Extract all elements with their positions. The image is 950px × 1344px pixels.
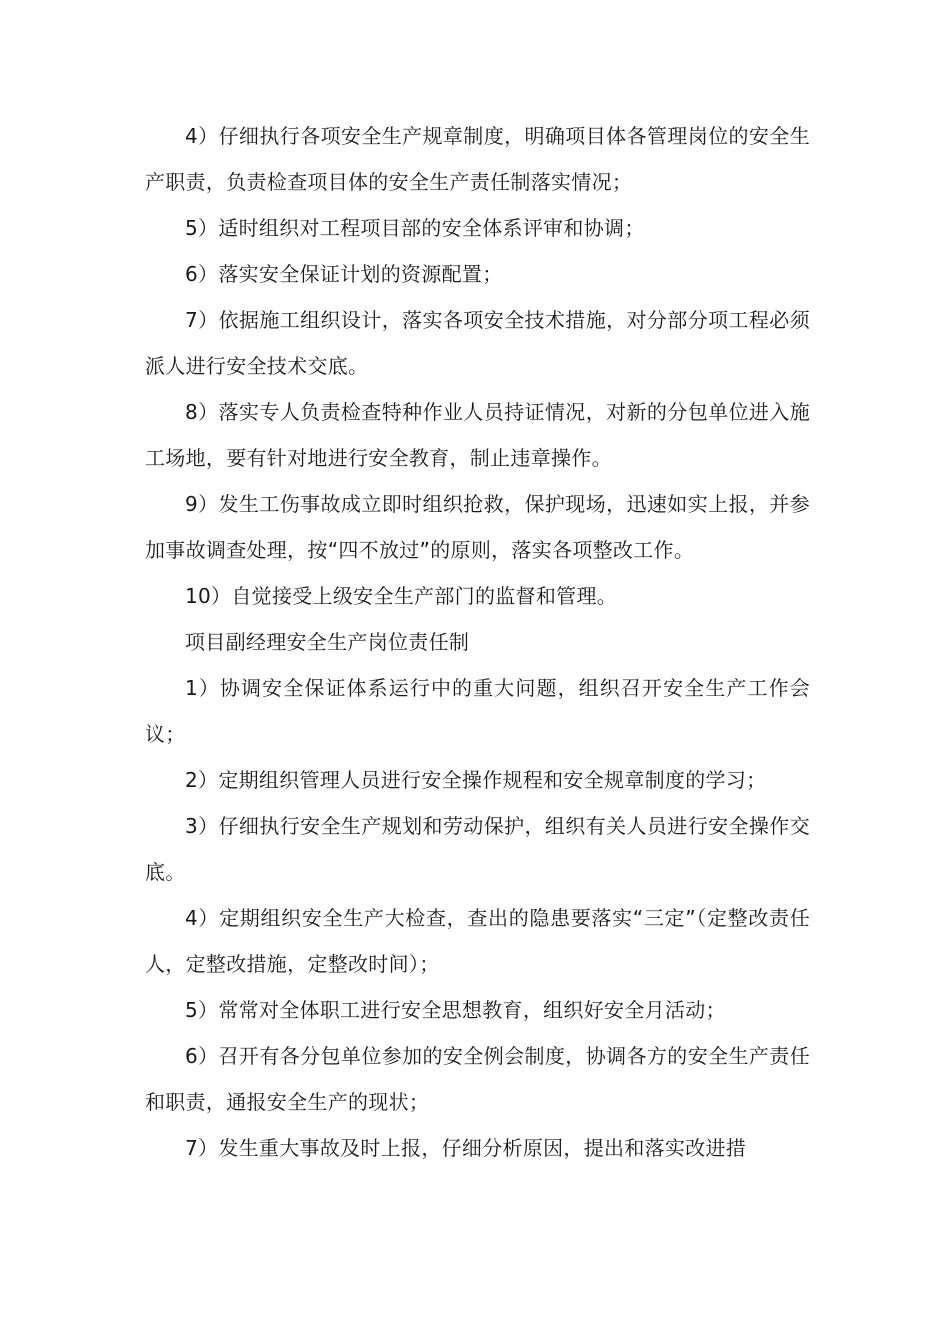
paragraph-item-5-review: 5）适时组织对工程项目部的安全体系评审和协调；	[185, 216, 645, 240]
paragraph-deputy-item-4: 4）定期组织安全生产大检查，查出的隐患要落实“三定”（定整改责任人，定整改措施，定整改时间）；	[145, 906, 810, 976]
paragraph-item-8-special-operations: 8）落实专人负责检查特种作业人员持证情况，对新的分包单位进入施工场地，要有针对地进行安全教育，制止违章操作。	[145, 400, 810, 470]
paragraph-deputy-item-5: 5）常常对全体职工进行安全思想教育，组织好安全月活动；	[185, 998, 726, 1022]
paragraph-item-10-supervision: 10）自觉接受上级安全生产部门的监督和管理。	[185, 584, 618, 608]
document-body	[145, 113, 810, 1171]
section-heading-deputy-manager: 项目副经理安全生产岗位责任制	[185, 630, 470, 654]
paragraph-item-4-responsibility: 4）仔细执行各项安全生产规章制度，明确项目体各管理岗位的安全生产职责，负责检查项目体的安全生产责任制落实情况；	[145, 124, 810, 194]
paragraph-item-9-accident-handling: 9）发生工伤事故成立即时组织抢救，保护现场，迅速如实上报，并参加事故调查处理，按“四不放过”的原则，落实各项整改工作。	[145, 492, 810, 562]
paragraph-deputy-item-1: 1）协调安全保证体系运行中的重大问题，组织召开安全生产工作会议；	[145, 676, 810, 746]
paragraph-item-7-technical-measures: 7）依据施工组织设计，落实各项安全技术措施，对分部分项工程必须派人进行安全技术交底。	[145, 308, 810, 378]
paragraph-deputy-item-7: 7）发生重大事故及时上报，仔细分析原因，提出和落实改进措	[185, 1136, 747, 1160]
paragraph-item-6-resources: 6）落实安全保证计划的资源配置；	[185, 262, 503, 286]
paragraph-deputy-item-2: 2）定期组织管理人员进行安全操作规程和安全规章制度的学习；	[185, 768, 767, 792]
paragraph-deputy-item-6: 6）召开有各分包单位参加的安全例会制度，协调各方的安全生产责任和职责，通报安全生产的现状；	[145, 1044, 810, 1114]
paragraph-deputy-item-3: 3）仔细执行安全生产规划和劳动保护，组织有关人员进行安全操作交底。	[145, 814, 810, 884]
